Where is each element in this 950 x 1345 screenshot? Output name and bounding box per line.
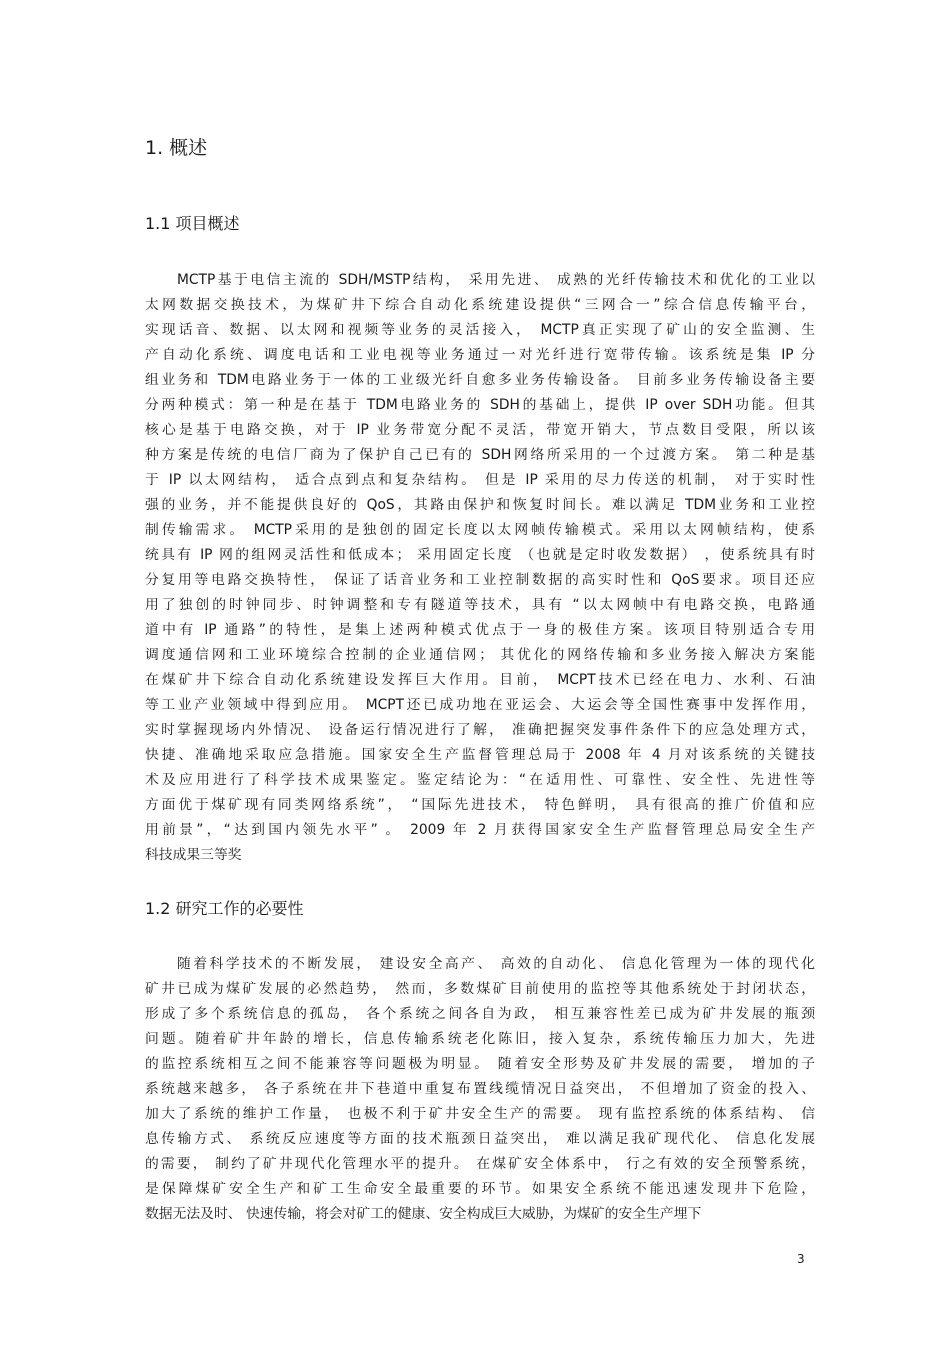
text-line: 实现话音、数据、以太网和视频等业务的灵活接入， MCTP真正实现了矿山的安全监测、生	[145, 322, 815, 338]
text-line: 用了独创的时钟同步、时钟调整和专有隧道等技术，具有 “以太网帧中有电路交换，电路通	[145, 597, 815, 613]
text-line: 实时掌握现场内外情况、 设备运行情况进行了解， 准确把握突发事件条件下的应急处理方式，	[145, 722, 815, 738]
text-line: 强的业务，并不能提供良好的 QoS，其路由保护和恢复时间长。难以满足 TDM业务和工业控	[145, 497, 815, 513]
text-line: 的需要， 制约了矿井现代化管理水平的提升。 在煤矿安全体系中， 行之有效的安全预警系统，	[145, 1156, 815, 1172]
text-line: 矿井已成为煤矿发展的必然趋势， 然而，多数煤矿目前使用的监控等其他系统处于封闭状态，	[145, 981, 815, 997]
section-body-project-overview	[145, 268, 815, 868]
text-line: 系统越来越多， 各子系统在井下巷道中重复布置线缆情况日益突出， 不但增加了资金的投入、	[145, 1081, 815, 1097]
section-heading-research-necessity: 1.2 研究工作的必要性	[145, 899, 304, 918]
text-line: 于 IP 以太网结构， 适合点到点和复杂结构。 但是 IP 采用的尽力传送的机制， 对于实时性	[145, 472, 815, 488]
text-line: 等工业产业领域中得到应用。 MCPT还已成功地在亚运会、大运会等全国性赛事中发挥作用，	[145, 697, 815, 713]
section-body-research-necessity	[145, 952, 815, 1227]
text-line: 组业务和 TDM电路业务于一体的工业级光纤自愈多业务传输设备。 目前多业务传输设备主要	[145, 372, 815, 388]
text-line: 数据无法及时、 快速传输，将会对矿工的健康、安全构成巨大威胁，为煤矿的安全生产埋下	[145, 1206, 702, 1222]
section-heading-project-overview: 1.1 项目概述	[145, 214, 240, 233]
chapter-heading: 1. 概述	[145, 137, 208, 159]
text-line: 在煤矿井下综合自动化系统建设发挥巨大作用。目前， MCPT技术已经在电力、水利、石油	[145, 672, 815, 688]
text-line: 术及应用进行了科学技术成果鉴定。鉴定结论为：“在适用性、可靠性、安全性、先进性等	[145, 772, 815, 788]
text-line: 分两种模式：第一种是在基于 TDM电路业务的 SDH的基础上，提供 IP over SDH功能。但其	[145, 397, 815, 413]
text-line: MCTP基于电信主流的 SDH/MSTP结构， 采用先进、 成熟的光纤传输技术和优化的工业以	[177, 272, 815, 288]
text-line: 息传输方式、 系统反应速度等方面的技术瓶颈日益突出， 难以满足我矿现代化、 信息化发展	[145, 1131, 815, 1147]
text-line: 随着科学技术的不断发展， 建设安全高产、 高效的自动化、 信息化管理为一体的现代化	[177, 956, 815, 972]
text-line: 核心是基于电路交换，对于 IP 业务带宽分配不灵活，带宽开销大，节点数目受限，所以该	[145, 422, 815, 438]
text-line: 加大了系统的维护工作量， 也极不利于矿井安全生产的需要。 现有监控系统的体系结构、 信	[145, 1106, 815, 1122]
text-line: 种方案是传统的电信厂商为了保护自己已有的 SDH网络所采用的一个过渡方案。 第二种是基	[145, 447, 815, 463]
text-line: 的监控系统相互之间不能兼容等问题极为明显。 随着安全形势及矿井发展的需要， 增加的子	[145, 1056, 815, 1072]
text-line: 快捷、准确地采取应急措施。国家安全生产监督管理总局于 2008 年 4 月对该系统的关键技	[145, 747, 815, 763]
text-line: 统具有 IP 网的组网灵活性和低成本； 采用固定长度 （也就是定时收发数据） ，使系统具有时	[145, 547, 815, 563]
page-number: 3	[797, 1252, 805, 1266]
text-line: 分复用等电路交换特性， 保证了话音业务和工业控制数据的高实时性和 QoS要求。项目还应	[145, 572, 815, 588]
text-line: 方面优于煤矿现有同类网络系统”， “国际先进技术， 特色鲜明， 具有很高的推广价值和应	[145, 797, 815, 813]
text-line: 科技成果三等奖	[145, 847, 242, 863]
text-line: 用前景”，“达到国内领先水平” 。 2009 年 2 月获得国家安全生产监督管理总局安全生产	[145, 822, 815, 838]
text-line: 道中有 IP 通路”的特性，是集上述两种模式优点于一身的极佳方案。该项目特别适合专用	[145, 622, 815, 638]
text-line: 调度通信网和工业环境综合控制的企业通信网； 其优化的网络传输和多业务接入解决方案能	[145, 647, 815, 663]
text-line: 是保障煤矿安全生产和矿工生命安全最重要的环节。如果安全系统不能迅速发现井下危险，	[145, 1181, 815, 1197]
text-line: 太网数据交换技术，为煤矿井下综合自动化系统建设提供“三网合一”综合信息传输平台，	[145, 297, 815, 313]
text-line: 形成了多个系统信息的孤岛， 各个系统之间各自为政， 相互兼容性差已成为矿井发展的瓶颈	[145, 1006, 815, 1022]
text-line: 产自动化系统、调度电话和工业电视等业务通过一对光纤进行宽带传输。该系统是集 IP 分	[145, 347, 815, 363]
text-line: 问题。随着矿井年龄的增长，信息传输系统老化陈旧，接入复杂，系统传输压力加大，先进	[145, 1031, 815, 1047]
text-line: 制传输需求。 MCTP采用的是独创的固定长度以太网帧传输模式。采用以太网帧结构，使系	[145, 522, 815, 538]
